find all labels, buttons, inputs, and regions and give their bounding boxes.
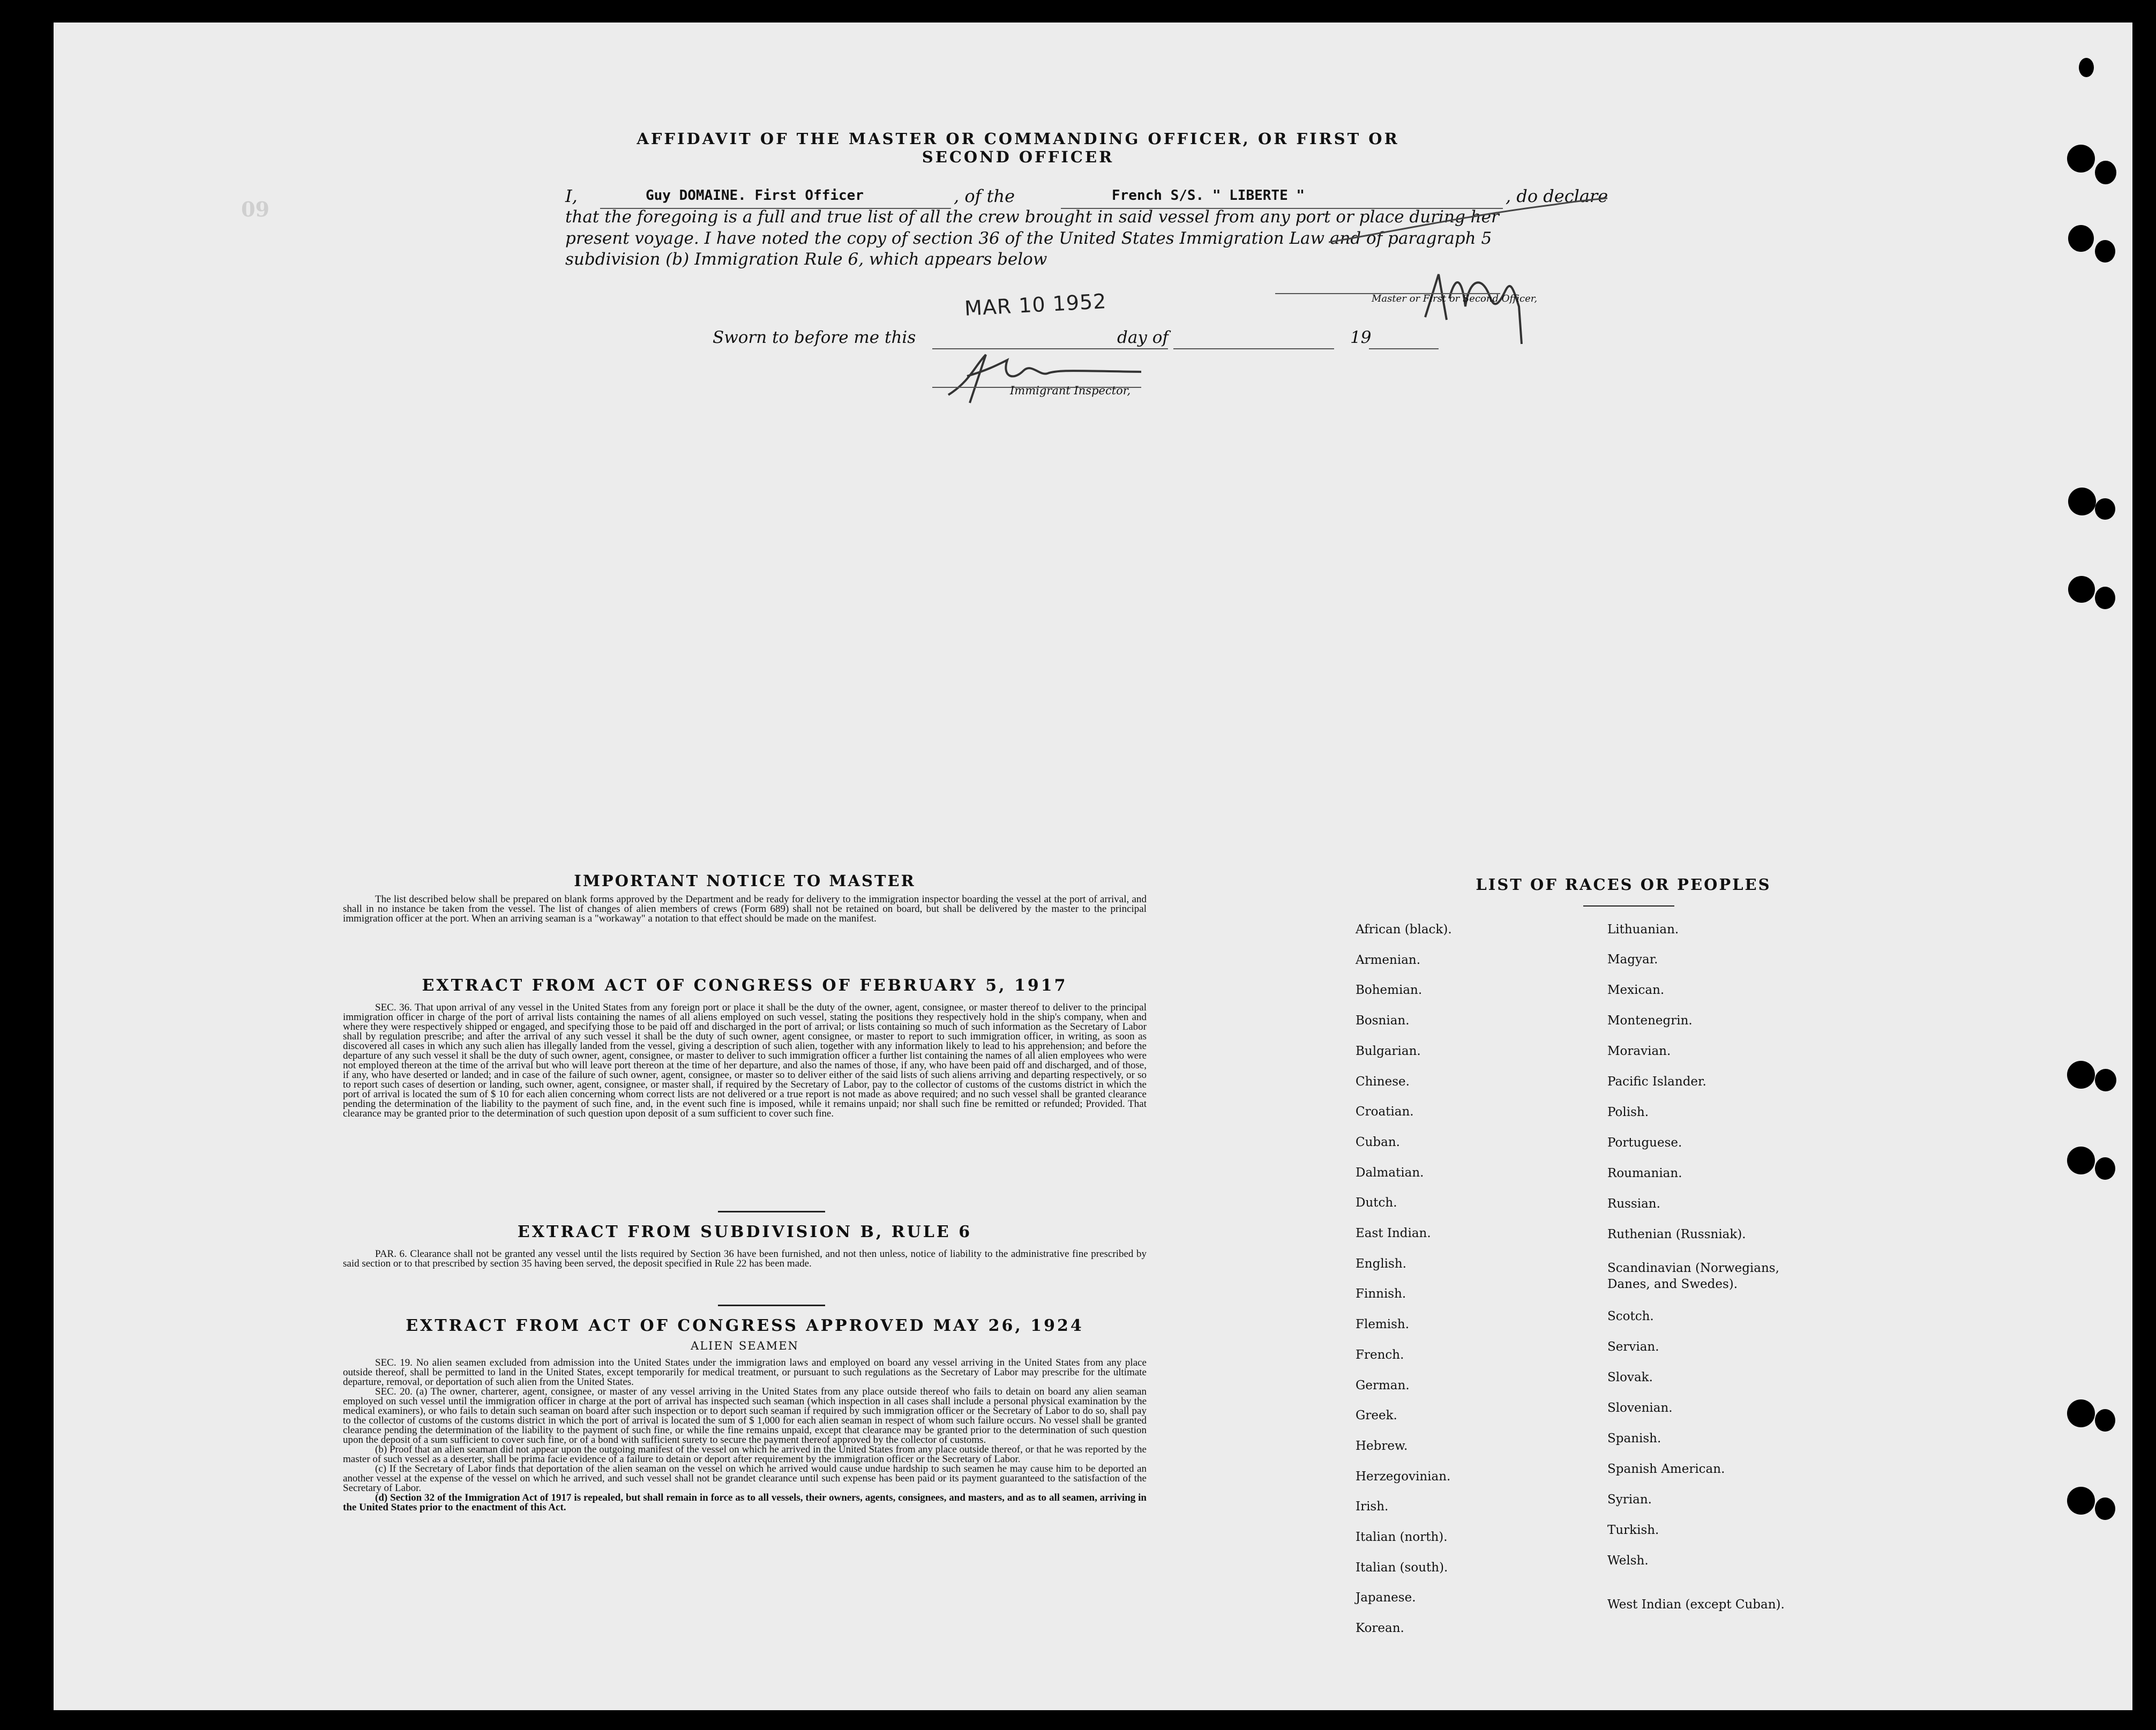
officer-name: Guy DOMAINE. First Officer <box>646 188 864 204</box>
race-item: Flemish. <box>1356 1317 1410 1331</box>
race-item: East Indian. <box>1356 1226 1431 1240</box>
race-item: Servian. <box>1607 1340 1659 1354</box>
race-item: Turkish. <box>1607 1523 1659 1537</box>
race-item: Hebrew. <box>1356 1439 1408 1453</box>
race-item: Slovak. <box>1607 1370 1653 1384</box>
race-item: Bohemian. <box>1356 983 1423 997</box>
race-item: Herzegovinian. <box>1356 1470 1451 1484</box>
document-page <box>54 23 2132 1710</box>
sec-20b-text: (b) Proof that an alien seaman did not appear upon the outgoing manifest of the vessel on which he arrived in the United States from any place outside thereof, or that he was reported by the master of such vessel as a deserter, shall be prima facie evidence of a failure to detain or deport after requirement by the immigration officer or the Secretary of Labor. <box>343 1444 1147 1465</box>
extract-1924-title: EXTRACT FROM ACT OF CONGRESS APPROVED MAY 26, 1924 <box>406 1316 1084 1335</box>
divider-2 <box>718 1305 825 1306</box>
alien-seamen-subtitle: ALIEN SEAMEN <box>691 1339 799 1352</box>
race-item: Slovenian. <box>1607 1401 1673 1415</box>
of-the-text: , of the <box>954 186 1015 206</box>
punch-hole <box>2095 1157 2115 1180</box>
year-prefix-text: 19 <box>1350 328 1372 347</box>
race-item: English. <box>1356 1257 1406 1271</box>
extract-1917-title: EXTRACT FROM ACT OF CONGRESS OF FEBRUARY 5, 1917 <box>422 976 1068 995</box>
race-item: Roumanian. <box>1607 1166 1682 1180</box>
race-item: Croatian. <box>1356 1105 1414 1119</box>
punch-hole <box>2095 1497 2115 1520</box>
affidavit-line-3: present voyage. I have noted the copy of section 36 of the United States Immigration Law and of paragraph 5 <box>565 229 1492 248</box>
race-item: French. <box>1356 1348 1404 1362</box>
race-item: Italian (north). <box>1356 1530 1448 1544</box>
punch-hole <box>2068 488 2096 515</box>
race-item: Spanish American. <box>1607 1462 1725 1476</box>
race-item: Syrian. <box>1607 1493 1652 1507</box>
affidavit-line-2: that the foregoing is a full and true list of all the crew brought in said vessel from any port or place during her <box>565 207 1499 227</box>
race-item: Pacific Islander. <box>1607 1075 1706 1089</box>
race-item: Italian (south). <box>1356 1561 1448 1575</box>
punch-hole <box>2067 1399 2095 1427</box>
punch-hole <box>2095 587 2115 609</box>
sec-20d-text: (d) Section 32 of the Immigration Act of 1917 is repealed, but shall remain in force as to all vessels, their owners, agents, consignees, and masters, and as to all seamen, arriving in the United States prior to the enactment of this Act. <box>343 1492 1147 1513</box>
race-item: Montenegrin. <box>1607 1014 1693 1028</box>
inspector-signature <box>938 344 1141 408</box>
race-item: Dutch. <box>1356 1196 1397 1210</box>
day-of-text: day of <box>1117 328 1169 347</box>
affidavit-line-4: subdivision (b) Immigration Rule 6, which appears below <box>565 250 1047 269</box>
race-item: African (black). <box>1356 923 1452 937</box>
race-item: Portuguese. <box>1607 1136 1682 1150</box>
sworn-month-underline <box>1173 348 1334 349</box>
sworn-year-underline <box>1369 348 1439 349</box>
race-item: Ruthenian (Russniak). <box>1607 1227 1746 1241</box>
race-item: Irish. <box>1356 1500 1389 1514</box>
punch-hole <box>2079 58 2094 77</box>
races-title: LIST OF RACES OR PEOPLES <box>1476 875 1771 894</box>
punch-hole <box>2067 1487 2095 1515</box>
margin-number: 60 <box>241 197 270 221</box>
race-item: Finnish. <box>1356 1287 1406 1301</box>
affidavit-prefix: I, <box>565 186 578 206</box>
punch-hole <box>2095 161 2116 184</box>
officer-caption: Master or First or Second Officer, <box>1372 293 1538 304</box>
race-item: Bosnian. <box>1356 1014 1410 1028</box>
race-item: Greek. <box>1356 1409 1397 1422</box>
race-item: Chinese. <box>1356 1075 1410 1089</box>
rule-6-title: EXTRACT FROM SUBDIVISION B, RULE 6 <box>517 1223 972 1241</box>
race-item: Bulgarian. <box>1356 1044 1421 1058</box>
extract-1924-body <box>343 1358 1147 1512</box>
date-stamp: MAR 10 1952 <box>964 289 1107 320</box>
vessel-name: French S/S. " LIBERTE " <box>1112 188 1305 204</box>
race-item: Scandinavian (Norwegians, Danes, and Swedes). <box>1607 1261 1779 1291</box>
sworn-text: Sworn to before me this <box>713 328 916 347</box>
race-item: Mexican. <box>1607 983 1665 997</box>
do-declare-text: , do declare <box>1506 186 1608 206</box>
race-item: Armenian. <box>1356 953 1421 967</box>
divider-1 <box>718 1211 825 1212</box>
affidavit-title: AFFIDAVIT OF THE MASTER OR COMMANDING OFFICER, OR FIRST OR SECOND OFFICER <box>637 130 1399 166</box>
notice-title: IMPORTANT NOTICE TO MASTER <box>574 872 916 890</box>
punch-hole <box>2068 576 2095 603</box>
race-item: Japanese. <box>1356 1591 1416 1605</box>
race-item: Moravian. <box>1607 1044 1671 1058</box>
punch-hole <box>2067 145 2095 173</box>
extract-1917-text: SEC. 36. That upon arrival of any vessel in the United States from any foreign port or place it shall be the duty of the owner, agent, consignee, or master thereof to deliver to the principal immigration officer in charge of the port of arrival lists containing the names of all aliens employed on such vessel, stating the positions they respectively hold in the ship's company, when and where they were respectively shipped or engaged, and specifying those to be paid off and discharged in the port of arrival; or lists containing so much of such information as the Secretary of Labor shall by regulation prescribe; and after the arrival of any such vessel it shall be the duty of such owner, agent consignee, or master to report to such immigration officer, in writing, as soon as discovered all cases in which any such alien has illegally landed from the vessel, giving a description of such alien, together with any information likely to lead to his apprehension; and before the departure of any such vessel it shall be the duty of such owner, agent, consignee, or master to deliver to such immigration officer a further list containing the names of all alien employees who were not employed thereon at the time of the arrival but who will leave port thereon at the time of her departure, and also the names of those, if any, who have been paid off and discharged, and of those, if any, who have deserted or landed; and in case of the failure of such owner, agent, consignee, or master so to deliver either of the said lists of such aliens arriving and departing respectively, or so to report such cases of desertion or landing, such owner, agent, consignee, or master shall, if required by the Secretary of Labor, pay to the collector of customs of the customs district in which the port of arrival is located the sum of $ 10 for each alien concerning whom correct lists are not delivered or a true report is not made as above required; and no such vessel shall be granted clearance pending the determination of the liability to the payment of such fine, and, in the event such fine is imposed, while it remains unpaid; nor shall such fine be remitted or refunded; Provided. That clearance may be granted prior to the determination of such question upon deposit of a sum sufficient to cover such fine. <box>343 1002 1147 1119</box>
punch-hole <box>2068 225 2094 252</box>
race-item: Welsh. <box>1607 1554 1649 1568</box>
race-item: Cuban. <box>1356 1135 1400 1149</box>
race-item: West Indian (except Cuban). <box>1607 1598 1785 1612</box>
race-item: Russian. <box>1607 1197 1660 1211</box>
sec-20a-text: SEC. 20. (a) The owner, charterer, agent, consignee, or master of any vessel arriving in the United States from any place outside thereof who fails to detain on board any alien seaman employed on such vessel until the immigration officer in charge at the port of arrival has inspected such seaman (which inspection in all cases shall include a personal physical examination by the medical examiners), or who fails to detain such seaman on board after such inspection or to deport such seaman if required by such immigration officer or the Secretary of Labor to do so, shall pay to the collector of customs of the customs district in which the port of arrival is located the sum of $ 1,000 for each alien seaman in respect of whom such failure occurs. No vessel shall be granted clearance pending the determination of the liability to the payment of such fine, or while the fine remains unpaid, except that clearance may be granted prior to the determination of such question upon the deposit of a sum sufficient to cover such fine, or of a bond with sufficient surety to secure the payment thereof approved by the collector of customs. <box>343 1386 1147 1446</box>
race-item: Lithuanian. <box>1607 923 1679 937</box>
race-item: Spanish. <box>1607 1432 1661 1446</box>
punch-hole <box>2067 1147 2095 1174</box>
race-item: Scotch. <box>1607 1309 1654 1323</box>
punch-hole <box>2095 1409 2115 1432</box>
punch-hole <box>2095 240 2115 263</box>
races-title-rule <box>1583 905 1674 907</box>
race-item: Polish. <box>1607 1105 1649 1119</box>
inspector-caption: Immigrant Inspector, <box>1010 384 1131 397</box>
punch-hole <box>2067 1061 2095 1089</box>
race-item: Korean. <box>1356 1621 1404 1635</box>
sec-19-text: SEC. 19. No alien seamen excluded from admission into the United States under the immigration laws and employed on board any vessel arriving in the United States from any place outside thereof, shall be permitted to land in the United States, except temporarily for medical treatment, or pursuant to such regulations as the Secretary of Labor may prescribe for the ultimate departure, removal, or deportation of such alien from the United States. <box>343 1357 1147 1388</box>
sec-20c-text: (c) If the Secretary of Labor finds that deportation of the alien seaman on the vessel on which he arrived would cause undue hardship to such seamen he may cause him to be deported an another vessel at the expense of the vessel on which he arrived, and such vessel shall not be grandet clearance until such expense has been paid or its payment guaranteed to the satisfaction of the Secretary of Labor. <box>343 1463 1147 1494</box>
rule-6-text: PAR. 6. Clearance shall not be granted any vessel until the lists required by Section 36 have been furnished, and not then unless, notice of liability to the administrative fine prescribed by said section or to that prescribed by section 35 having been served, the deposit specified in Rule 22 has been made. <box>343 1248 1147 1269</box>
race-item: German. <box>1356 1379 1410 1392</box>
punch-hole <box>2095 498 2115 520</box>
race-item: Magyar. <box>1607 953 1658 967</box>
race-item: Dalmatian. <box>1356 1166 1424 1180</box>
punch-hole <box>2095 1069 2116 1091</box>
notice-text: The list described below shall be prepared on blank forms approved by the Department and be ready for delivery to the immigration inspector boarding the vessel at the port of arrival, and shall in no instance be taken from the vessel. The list of changes of alien members of crews (Form 689) shall not be retained on board, but shall be delivered by the master to the principal immigration officer at the port. When an arriving seaman is a "workaway" a notation to that effect should be made on the manifest. <box>343 894 1147 924</box>
